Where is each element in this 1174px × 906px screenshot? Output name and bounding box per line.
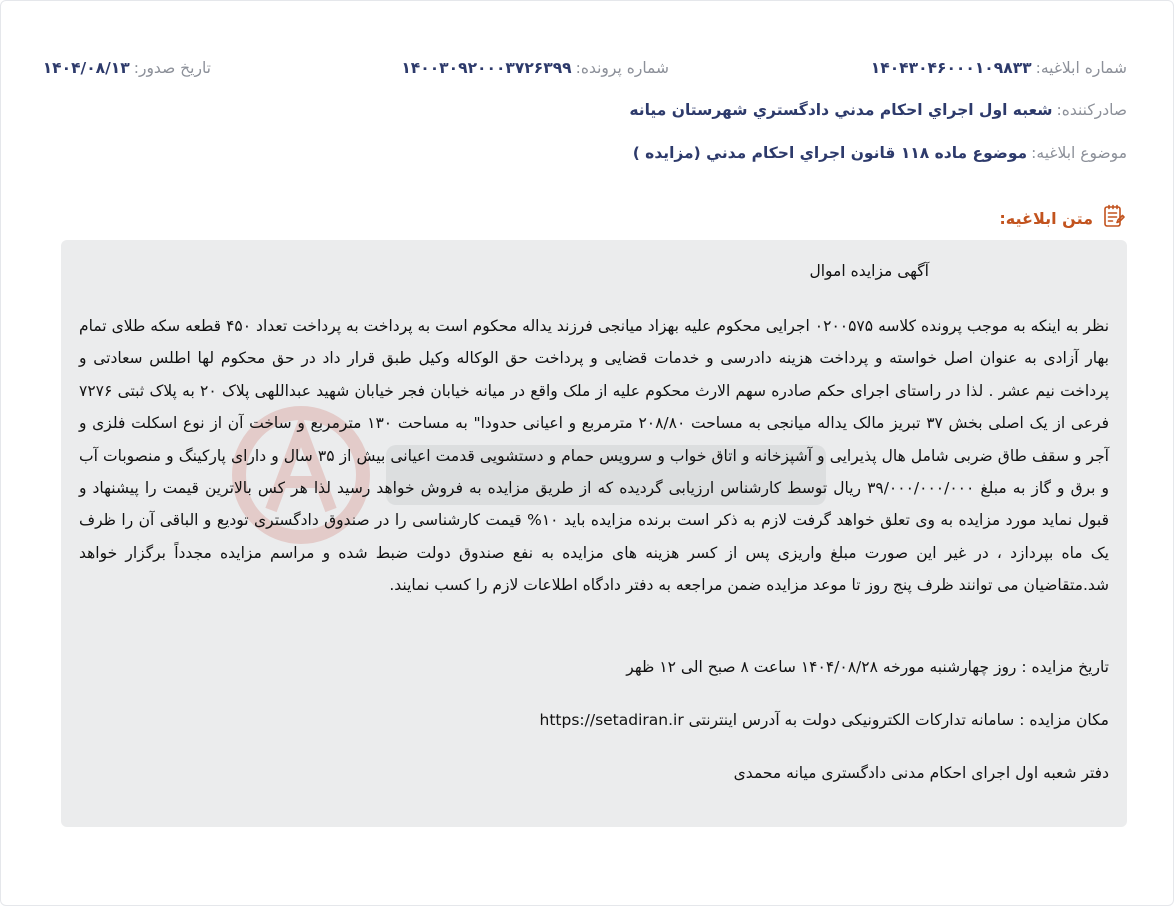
- notice-heading: آگهی مزایده اموال: [809, 262, 929, 280]
- issuer-label: صادرکننده:: [1056, 101, 1127, 119]
- notice-number-group: [867, 59, 1127, 77]
- auction-place: مکان مزایده : سامانه تدارکات الکترونیکی دولت به آدرس اینترنتی https://setadiran.ir: [539, 711, 1109, 729]
- issue-date-group: [41, 59, 211, 77]
- meta-row-numbers: [41, 59, 1127, 77]
- auction-date: تاریخ مزایده : روز چهارشنبه مورخه ۱۴۰۴/۰۸/۲۸ ساعت ۸ صبح الی ۱۲ ظهر: [626, 658, 1109, 676]
- meta-row-issuer: [41, 101, 1127, 119]
- notice-text-header: [999, 203, 1127, 233]
- notice-number-value: ۱۴۰۴۳۰۴۶۰۰۰۱۰۹۸۳۳: [870, 59, 1032, 77]
- notice-document-icon: [1101, 203, 1127, 233]
- case-number-value: ۱۴۰۰۳۰۹۲۰۰۰۳۷۲۶۳۹۹: [401, 59, 572, 77]
- case-number-label: شماره پرونده:: [575, 59, 669, 77]
- meta-row-subject: [41, 144, 1127, 162]
- notice-number-label: شماره ابلاغیه:: [1035, 59, 1127, 77]
- case-number-group: [401, 59, 669, 77]
- notice-text-panel: [61, 240, 1127, 827]
- notice-signature: دفتر شعبه اول اجرای احکام مدنی دادگستری میانه محمدی: [733, 764, 1109, 782]
- notice-paragraph: نظر به اینکه به موجب پرونده کلاسه ۰۲۰۰۵۷۵ اجرایی محکوم علیه بهزاد میانجی فرزند یداله محکوم است به پرداخت به پرداخت تعداد ۴۵۰ قطعه سکه طلای تمام بهار آزادی به عنوان اصل خواسته و پرداخت هزینه دادرسی و خدمات قضایی و پرداخت حق الوکاله وکیل طبق قرار داد در حق محکوم لها اطلس سعادتی و پرداخت نیم عشر . لذا در راستای اجرای حکم صادره سهم الارث محکوم علیه از ملک واقع در میانه خیابان فجر خیابان شهید عبداللهی پلاک ۲۰ به پلاک ثبتی ۷۲۷۶ فرعی از یک اصلی بخش ۳۷ تبریز مالک یداله میانجی به مساحت ۲۰۸/۸۰ مترمربع و اعیانی حدودا" به مساحت ۱۳۰ مترمربع و ساخت آن از نوع اسکلت فلزی و آجر و سقف طاق ضربی شامل هال پذیرایی و آشپزخانه و اتاق خواب و سرویس حمام و دستشویی قدمت اعیانی بیش از ۳۵ سال و دارای پارکینگ و منصوبات آب و برق و گاز به مبلغ ۳۹/۰۰۰/۰۰۰/۰۰۰ ریال توسط کارشناس ارزیابی گردیده که از طریق مزایده به فروش خواهد رسید لذا هر کس بالاترین قیمت را پیشنهاد و قبول نماید مورد مزایده به وی تعلق خواهد گرفت لازم به ذکر است برنده مزایده باید ۱۰% قیمت کارشناسی را در صندوق دادگستری تودیع و الباقی آن را ظرف یک ماه بپردازد ، در غیر این صورت مبلغ واریزی پس از کسر هزینه های مزایده به نفع صندوق دولت ضبط شده و مراسم مزایده مجدداً برگزار خواهد شد.متقاضیان می توانند ظرف پنج روز تا موعد مزایده ضمن مراجعه به دفتر دادگاه اطلاعات لازم را کسب نمایند.: [79, 317, 1110, 595]
- subject-label: موضوع ابلاغیه:: [1031, 144, 1127, 162]
- issuer-value: شعبه اول اجراي احکام مدني دادگستري شهرستان ميانه: [629, 101, 1053, 119]
- issue-date-label: تاریخ صدور:: [133, 59, 211, 77]
- notice-text-title: متن ابلاغیه:: [999, 208, 1093, 228]
- issue-date-value: ۱۴۰۴/۰۸/۱۳: [42, 59, 130, 77]
- subject-value: موضوع ماده ۱۱۸ قانون اجراي احکام مدني (مزايده ): [632, 144, 1028, 162]
